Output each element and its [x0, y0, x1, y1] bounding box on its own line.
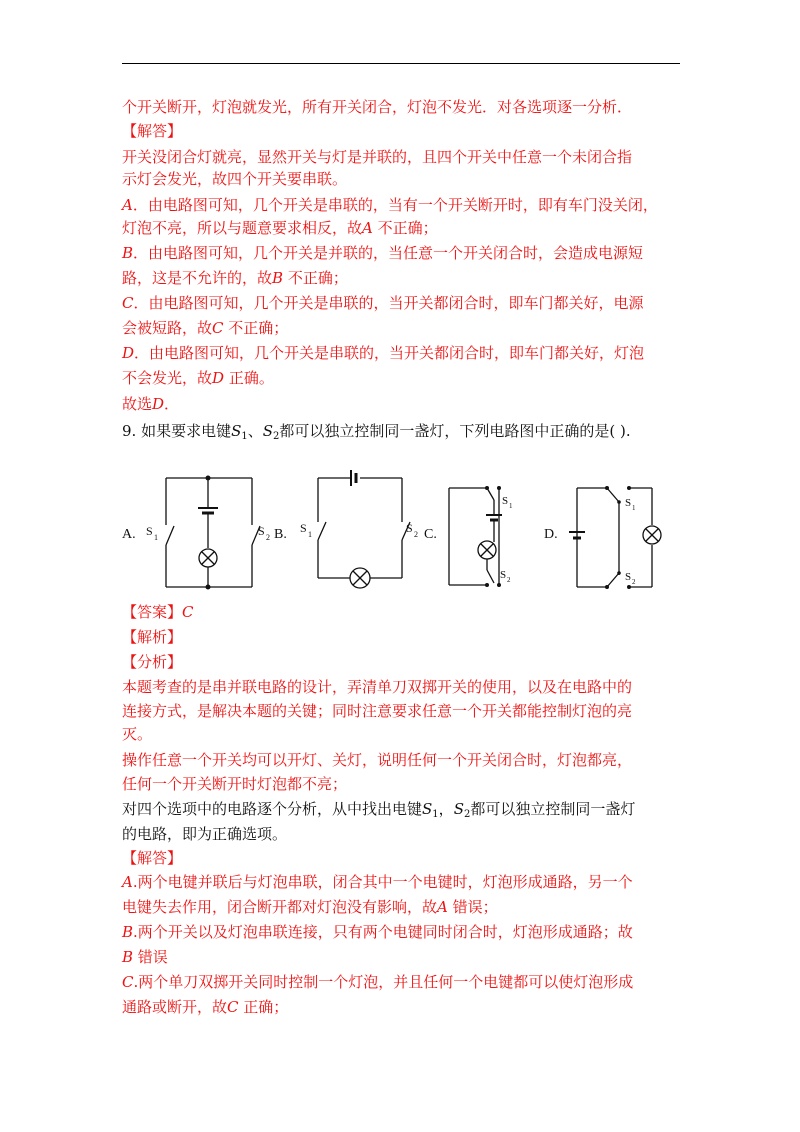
circuit-a: [166, 478, 260, 587]
option-d-line-1: D．由电路图可知，几个开关是串联的，当开关都闭合时，即车门都关好，灯泡: [122, 344, 645, 362]
circuit-d: [569, 488, 661, 587]
b-s2-letter: S: [406, 521, 413, 535]
fenxi-heading: 【分析】: [122, 653, 183, 671]
option-b-line-2: 路，这是不允许的，故B 不正确；: [122, 269, 348, 287]
c-s1-letter: S: [502, 495, 509, 507]
c-s2-letter: S: [500, 569, 507, 581]
fenxi-line-6: 对四个选项中的电路逐个分析，从中找出电键$S_1$，$S_2$都可以独立控制同一盏灯: [122, 800, 636, 820]
jieda2-c-line-1: C.两个单刀双掷开关同时控制一个灯泡，并且任何一个电键都可以使灯泡形成: [122, 973, 634, 991]
choose-line: 故选D．: [122, 395, 180, 413]
label-c: C.: [424, 527, 437, 542]
fenxi-line-3: 灭。: [122, 725, 153, 743]
a-s1-sub: 1: [154, 533, 158, 542]
intro-line: 个开关断开，灯泡就发光，所有开关闭合，灯泡不发光．对各选项逐一分析．: [122, 98, 633, 116]
label-b: B.: [274, 527, 287, 542]
d-s1-letter: S: [625, 497, 632, 509]
d-s2-letter: S: [625, 571, 632, 583]
b-s1-sub: 1: [308, 530, 312, 539]
header-rule: [122, 63, 680, 64]
jieda2-heading: 【解答】: [122, 849, 183, 867]
jieda2-b-line-2: B 错误: [122, 948, 168, 966]
a-s2-sub: 2: [266, 533, 270, 542]
c-s1-sub: 1: [509, 502, 513, 510]
jieda-line-1: 开关没闭合灯就亮，显然开关与灯是并联的，且四个开关中任意一个未闭合指: [122, 148, 633, 166]
a-s1-letter: S: [146, 524, 153, 538]
jieda2-b-line-1: B.两个开关以及灯泡串联连接，只有两个电键同时闭合时，灯泡形成通路；故: [122, 923, 633, 941]
circuit-c: [449, 488, 502, 585]
jieda-line-2: 示灯会发光，故四个开关要串联。: [122, 170, 348, 188]
fenxi-line-4: 操作任意一个开关均可以开灯、关灯，说明任何一个开关闭合时，灯泡都亮，: [122, 751, 633, 769]
fenxi-line-5: 任何一个开关断开时灯泡都不亮；: [122, 775, 348, 793]
question-9: 9. 如果要求电键$S_1$、$S_2$都可以独立控制同一盏灯，下列电路图中正确的是( ).: [122, 422, 631, 442]
b-s2-sub: 2: [414, 530, 418, 539]
b-s1-letter: S: [300, 521, 307, 535]
jieda2-a-line-2: 电键失去作用，闭合断开都对灯泡没有影响，故A 错误；: [122, 898, 498, 916]
jieda2-a-line-1: A.两个电键并联后与灯泡串联，闭合其中一个电键时，灯泡形成通路，另一个: [122, 873, 633, 891]
option-c-line-1: C．由电路图可知，几个开关是串联的，当开关都闭合时，即车门都关好，电源: [122, 294, 644, 312]
jieda2-c-line-2: 通路或断开，故C 正确；: [122, 998, 289, 1016]
label-d: D.: [544, 527, 558, 542]
fenxi-line-1: 本题考查的是串并联电路的设计，弄清单刀双掷开关的使用，以及在电路中的: [122, 678, 633, 696]
circuit-b: [318, 470, 410, 588]
c-s2-sub: 2: [507, 576, 511, 584]
option-a-line-2: 灯泡不亮，所以与题意要求相反，故A 不正确；: [122, 219, 438, 237]
label-a: A.: [122, 527, 136, 542]
option-a-line-1: A．由电路图可知，几个开关是串联的，当有一个开关断开时，即有车门没关闭，: [122, 196, 658, 214]
option-c-line-2: 会被短路，故C 不正确；: [122, 319, 289, 337]
d-s1-sub: 1: [632, 504, 636, 512]
option-b-line-1: B．由电路图可知，几个开关是并联的，当任意一个开关闭合时，会造成电源短: [122, 244, 644, 262]
fenxi-line-2: 连接方式，是解决本题的关键；同时注意要求任意一个开关都能控制灯泡的亮: [122, 702, 633, 720]
option-d-line-2: 不会发光，故D 正确。: [122, 369, 274, 387]
d-s2-sub: 2: [632, 578, 636, 586]
fenxi-line-7: 的电路，即为正确选项。: [122, 825, 288, 843]
jiexi-heading: 【解析】: [122, 628, 183, 646]
answer-line: 【答案】C: [122, 603, 194, 621]
jieda-heading: 【解答】: [122, 122, 183, 140]
circuit-diagrams: [122, 470, 682, 595]
a-s2-letter: S: [258, 524, 265, 538]
